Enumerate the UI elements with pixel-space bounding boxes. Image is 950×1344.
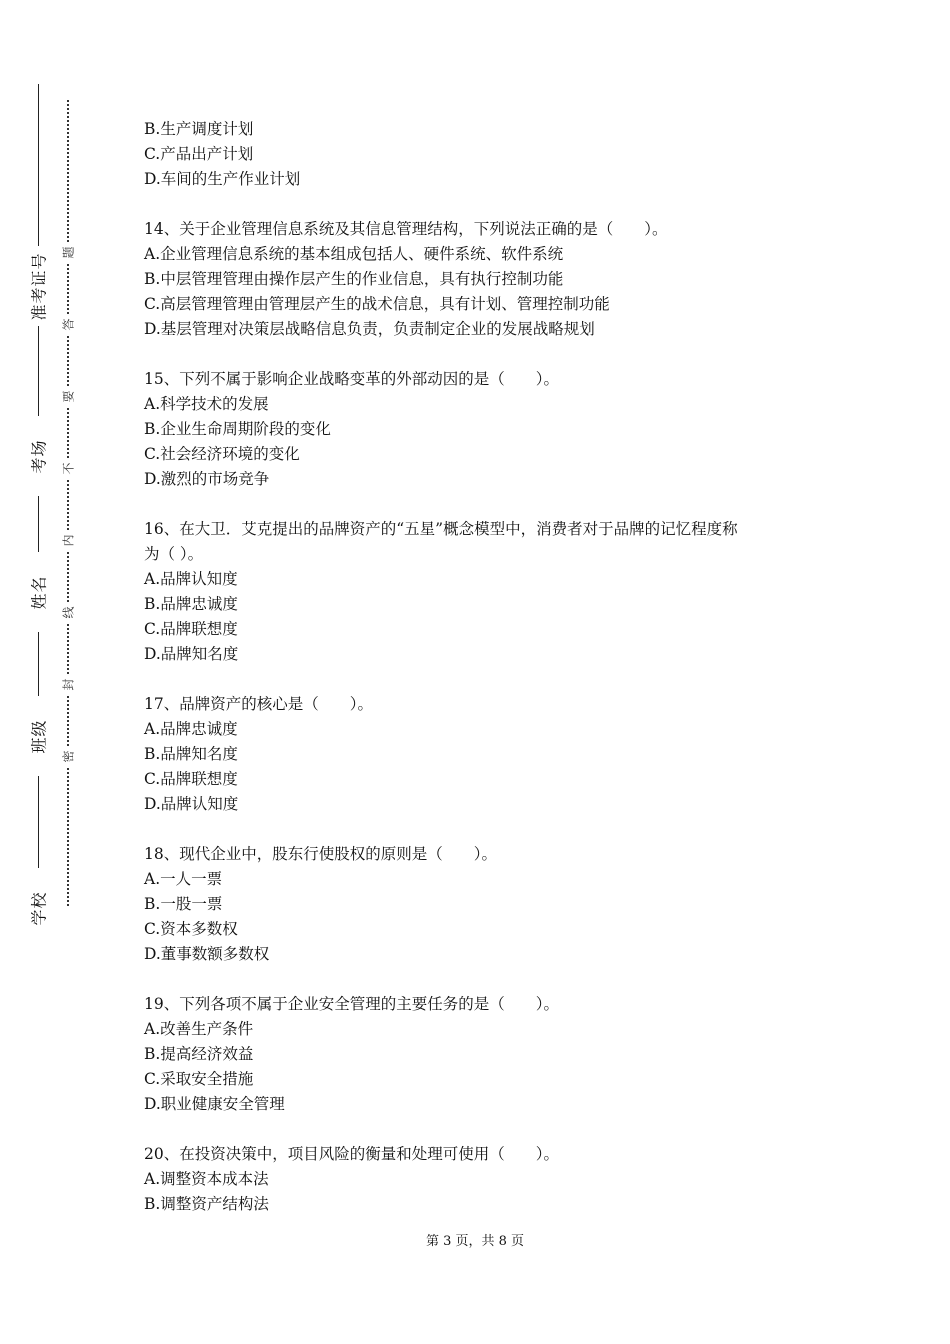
seal-char: 密: [58, 746, 78, 766]
seal-char: 要: [58, 386, 78, 406]
option: A.科学技术的发展: [144, 395, 269, 413]
seal-char: 不: [58, 458, 78, 478]
question-16: [144, 517, 824, 667]
option: B.中层管理管理由操作层产生的作业信息，具有执行控制功能: [144, 270, 564, 288]
page-footer: [0, 1230, 950, 1249]
option: D.激烈的市场竞争: [144, 470, 270, 488]
seal-char: 答: [58, 314, 78, 334]
exam-content: [144, 117, 824, 1242]
question-17: [144, 692, 824, 817]
binding-margin: [0, 0, 110, 1344]
seal-char: 题: [58, 242, 78, 262]
option: B.调整资产结构法: [144, 1195, 269, 1213]
page-number: 第 3 页，共 8 页: [425, 1234, 525, 1249]
continued-options: [144, 117, 824, 192]
option: D.品牌知名度: [144, 645, 239, 663]
option: A.一人一票: [144, 870, 223, 888]
question-stem-continued: 为（ ）。: [144, 545, 204, 563]
question-19: [144, 992, 824, 1117]
binding-solid-line: [38, 84, 39, 920]
option: D.基层管理对决策层战略信息负责，负责制定企业的发展战略规划: [144, 320, 595, 338]
question-stem: 18、现代企业中，股东行使股权的原则是（ ）。: [144, 845, 497, 863]
option: C.品牌联想度: [144, 620, 238, 638]
option: D.职业健康安全管理: [144, 1095, 285, 1113]
question-15: [144, 367, 824, 492]
field-label-school: 学校: [20, 868, 56, 948]
option: C.高层管理管理由管理层产生的战术信息，具有计划、管理控制功能: [144, 295, 610, 313]
field-label-name: 姓名: [20, 552, 56, 632]
option: A.品牌认知度: [144, 570, 238, 588]
question-stem: 15、下列不属于影响企业战略变革的外部动因的是（ ）。: [144, 370, 559, 388]
option: A.改善生产条件: [144, 1020, 254, 1038]
question-18: [144, 842, 824, 967]
option: B.提高经济效益: [144, 1045, 254, 1063]
question-stem: 20、在投资决策中，项目风险的衡量和处理可使用（ ）。: [144, 1145, 559, 1163]
question-stem: 19、下列各项不属于企业安全管理的主要任务的是（ ）。: [144, 995, 559, 1013]
seal-dotted-line: [67, 100, 69, 906]
seal-char: 线: [58, 602, 78, 622]
question-20: [144, 1142, 824, 1217]
question-14: [144, 217, 824, 342]
option: C.社会经济环境的变化: [144, 445, 300, 463]
option: D.董事数额多数权: [144, 945, 270, 963]
option: B.品牌忠诚度: [144, 595, 238, 613]
question-stem: 16、在大卫．艾克提出的品牌资产的“五星”概念模型中，消费者对于品牌的记忆程度称: [144, 520, 738, 538]
seal-char: 封: [58, 674, 78, 694]
question-stem: 14、关于企业管理信息系统及其信息管理结构，下列说法正确的是（ ）。: [144, 220, 668, 238]
option: C.产品出产计划: [144, 145, 254, 163]
field-label-exam-room: 考场: [20, 416, 56, 496]
option: C.采取安全措施: [144, 1070, 254, 1088]
question-stem: 17、品牌资产的核心是（ ）。: [144, 695, 373, 713]
option: B.品牌知名度: [144, 745, 238, 763]
option: B.一股一票: [144, 895, 223, 913]
option: C.资本多数权: [144, 920, 238, 938]
option: D.车间的生产作业计划: [144, 170, 301, 188]
option: B.生产调度计划: [144, 120, 254, 138]
seal-char: 内: [58, 530, 78, 550]
field-label-class: 班级: [20, 696, 56, 776]
option: A.企业管理信息系统的基本组成包括人、硬件系统、软件系统: [144, 245, 564, 263]
field-label-exam-id: 准考证号: [20, 246, 56, 326]
option: B.企业生命周期阶段的变化: [144, 420, 331, 438]
option: A.品牌忠诚度: [144, 720, 238, 738]
option: A.调整资本成本法: [144, 1170, 269, 1188]
option: C.品牌联想度: [144, 770, 238, 788]
option: D.品牌认知度: [144, 795, 239, 813]
